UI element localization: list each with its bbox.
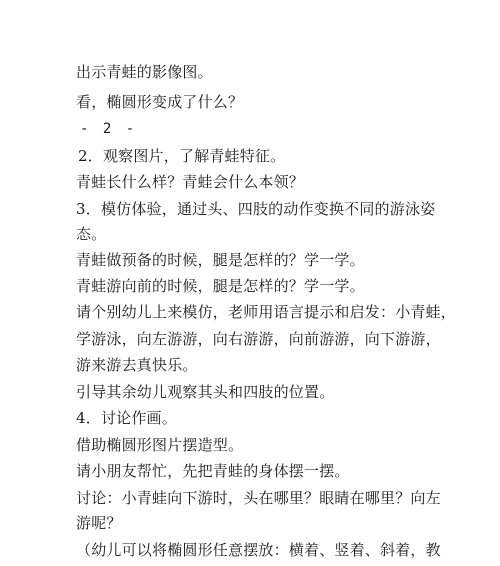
text-line-swim-directions: 学游泳，向左游游，向右游游，向前游游，向下游游， bbox=[76, 330, 441, 348]
text-line-children-arrange: （幼儿可以将椭圆形任意摆放：横着、竖着、斜着，教 bbox=[76, 541, 441, 559]
text-line-place-body: 请小朋友帮忙，先把青蛙的身体摆一摆。 bbox=[76, 462, 350, 480]
section-heading-discuss: 4．讨论作画。 bbox=[76, 409, 177, 427]
section-heading-observe: 2．观察图片，了解青蛙特征。 bbox=[78, 147, 286, 165]
text-line-prepare-legs: 青蛙做预备的时候，腿是怎样的？学一学。 bbox=[76, 251, 365, 269]
text-line-imitate-cont: 态。 bbox=[76, 225, 107, 243]
text-line-forward-legs: 青蛙游向前的时候，腿是怎样的？学一学。 bbox=[76, 277, 365, 295]
text-line-observe-limbs: 引导其余幼儿观察其头和四肢的位置。 bbox=[76, 383, 335, 401]
text-line-frog-appearance: 青蛙长什么样？青蛙会什么本领？ bbox=[76, 173, 305, 191]
text-line-swim-left: 游呢？ bbox=[76, 514, 122, 532]
text-line-oval-pose: 借助椭圆形图片摆造型。 bbox=[76, 436, 244, 454]
text-line-discussion-question: 讨论：小青蛙向下游时，头在哪里？眼睛在哪里？向左 bbox=[76, 489, 441, 507]
text-line-oval-question: 看，椭圆形变成了什么？ bbox=[76, 93, 244, 111]
page-number: - 2 - bbox=[80, 121, 138, 137]
section-heading-imitate: 3．模仿体验，通过头、四肢的动作变换不同的游泳姿 bbox=[76, 200, 436, 218]
text-line-show-frog-image: 出示青蛙的影像图。 bbox=[76, 63, 213, 81]
text-line-individual-imitate: 请个别幼儿上来模仿，老师用语言提示和启发：小青蛙， bbox=[76, 303, 457, 321]
text-line-happy-swim: 游来游去真快乐。 bbox=[76, 356, 198, 374]
